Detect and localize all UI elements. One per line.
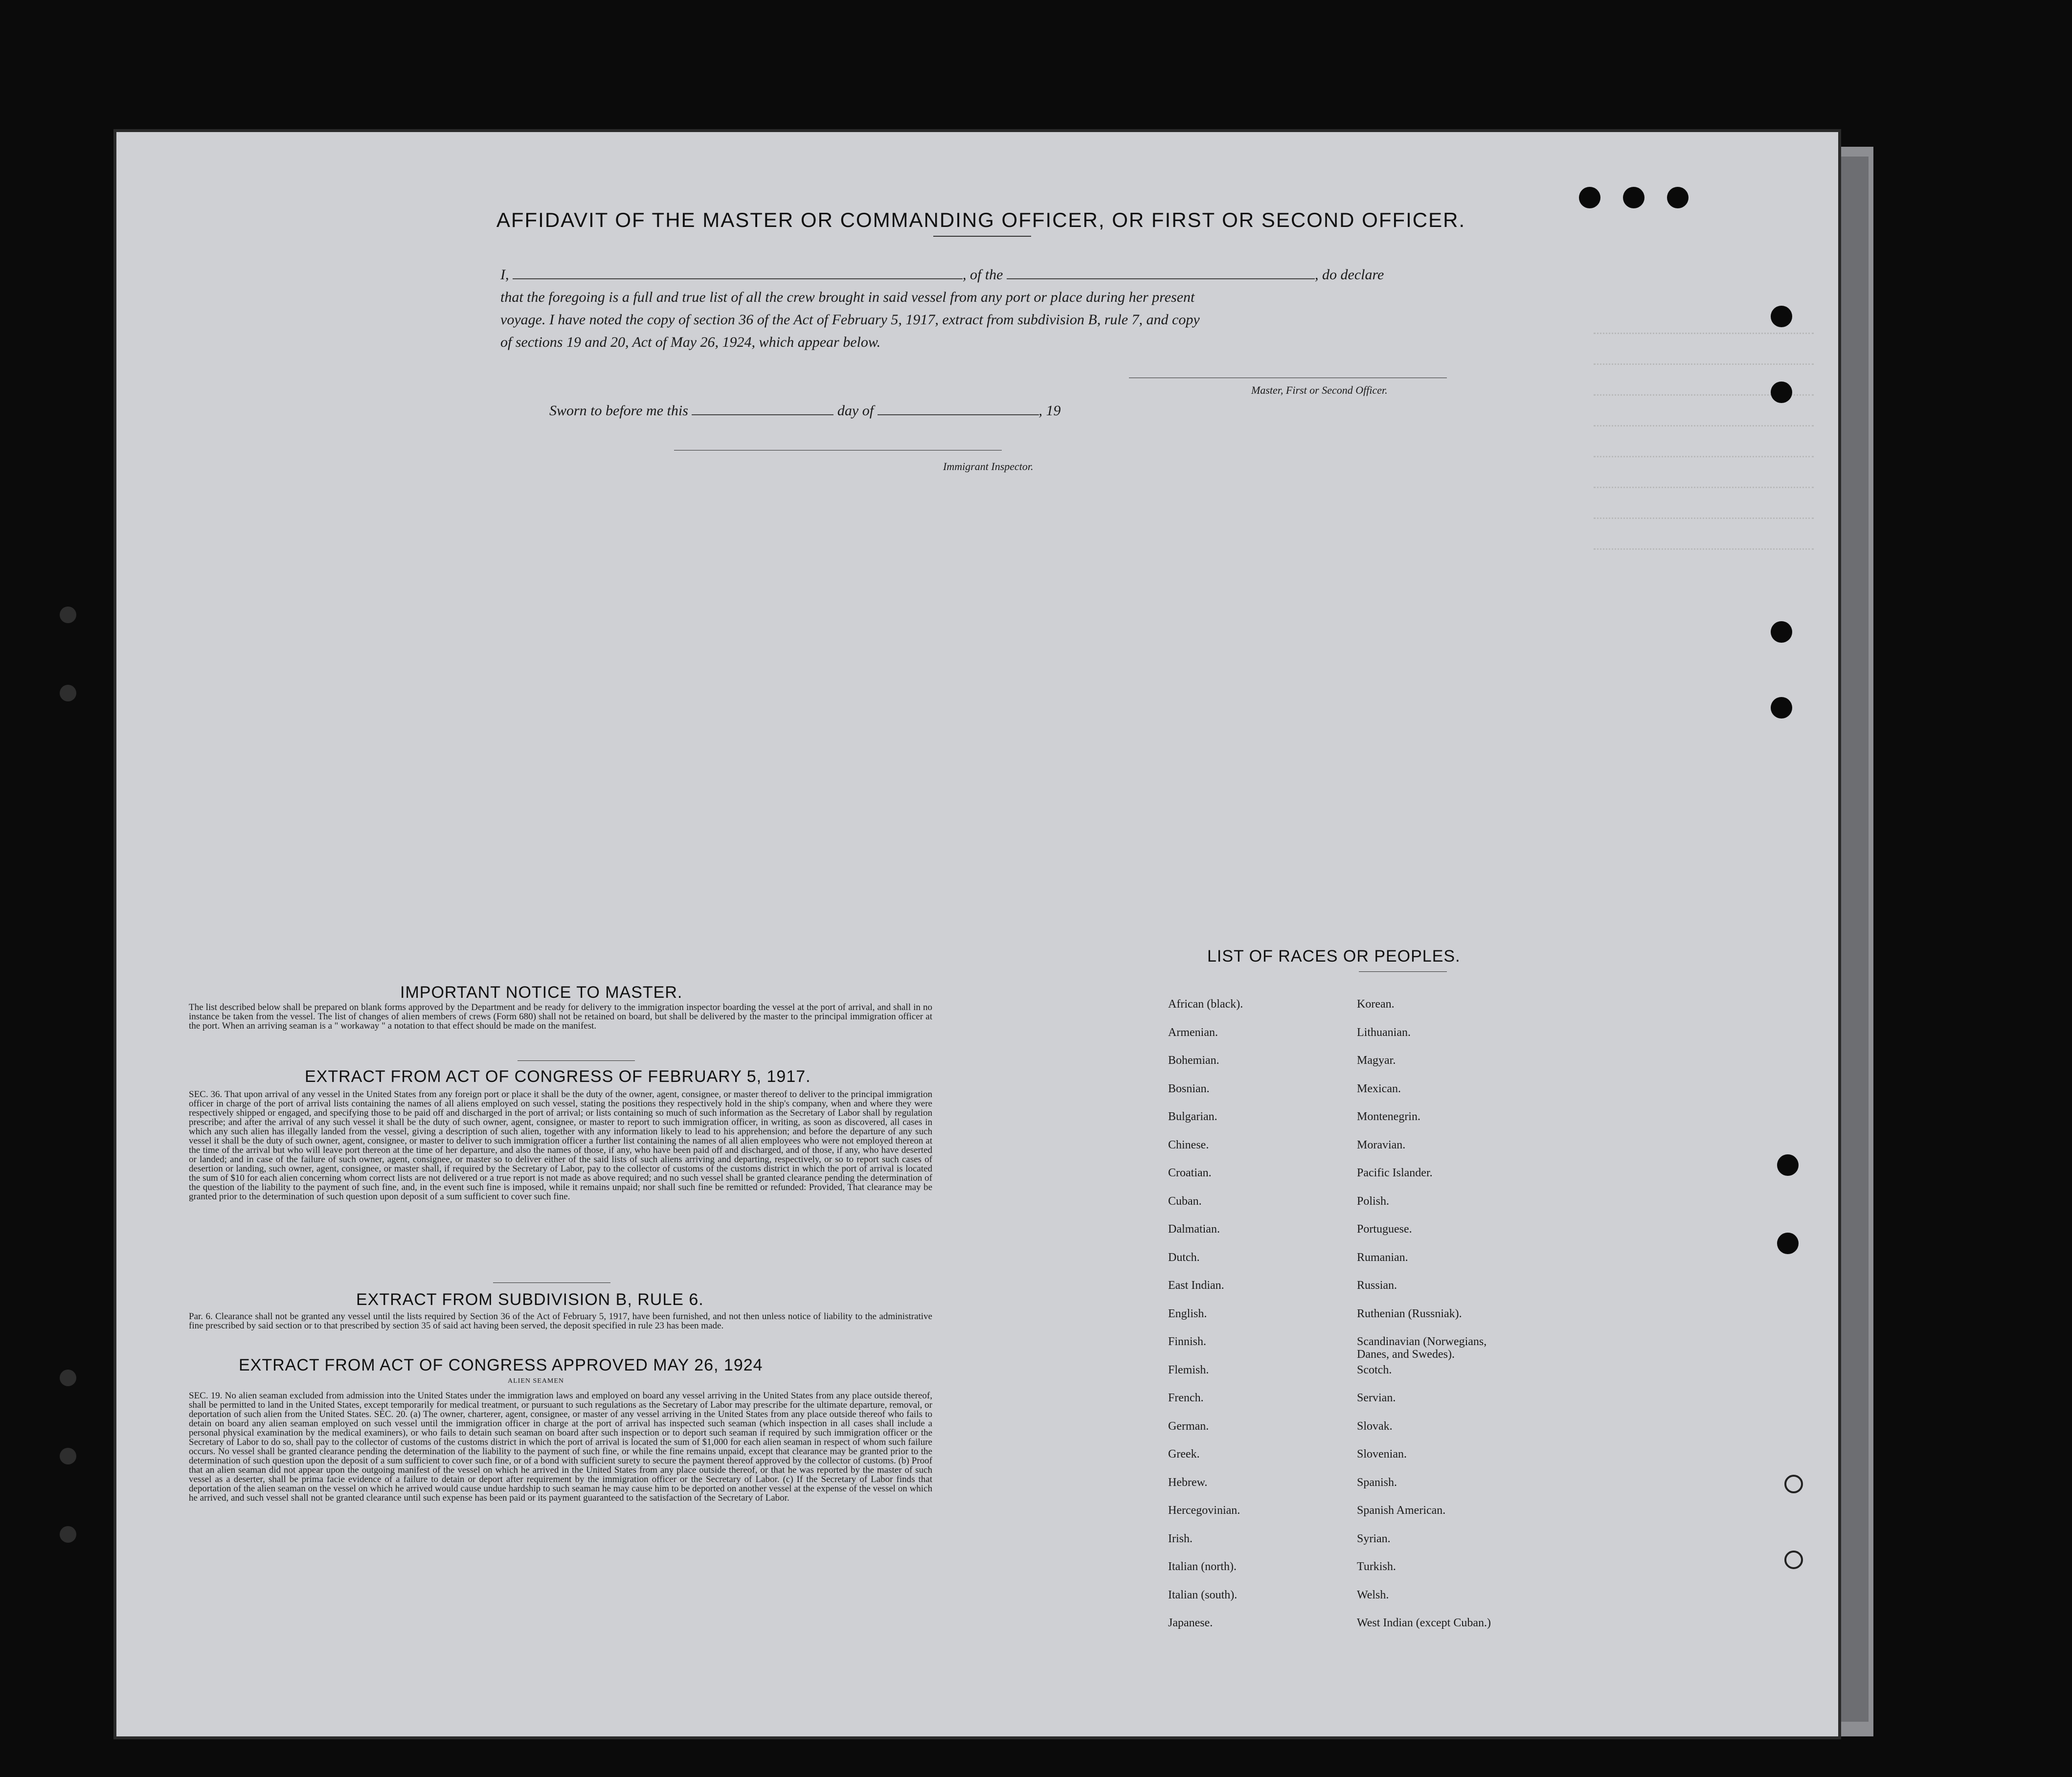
- punch-hole: [1771, 306, 1792, 327]
- affidavit-line3: voyage. I have noted the copy of section 36 of the Act of February 5, 1917, extract from subdivision B, rule 7, and copy: [500, 312, 1200, 328]
- race-item: Slovenian.: [1357, 1448, 1407, 1461]
- race-item: Japanese.: [1168, 1617, 1213, 1629]
- race-item: Welsh.: [1357, 1588, 1389, 1601]
- race-item: Armenian.: [1168, 1026, 1218, 1039]
- race-item: Servian.: [1357, 1392, 1396, 1404]
- race-item: Hercegovinian.: [1168, 1504, 1240, 1517]
- race-item: Moravian.: [1357, 1138, 1406, 1151]
- race-item: Cuban.: [1168, 1194, 1202, 1208]
- race-item: Slovak.: [1357, 1419, 1393, 1433]
- race-item: Turkish.: [1357, 1560, 1396, 1573]
- title-rule: [933, 236, 1031, 237]
- race-item: Polish.: [1357, 1194, 1390, 1208]
- race-item: Scandinavian (Norwegians, Danes, and Swedes).: [1357, 1335, 1487, 1361]
- race-item: Bohemian.: [1168, 1054, 1219, 1067]
- binding-hole: [60, 1526, 76, 1543]
- race-item: Chinese.: [1168, 1138, 1209, 1151]
- blank-name-field[interactable]: [513, 266, 963, 279]
- blank-month-field[interactable]: [878, 402, 1039, 415]
- notice-title: IMPORTANT NOTICE TO MASTER.: [400, 983, 683, 1002]
- race-item: African (black).: [1168, 998, 1243, 1011]
- sworn-year: , 19: [1038, 403, 1061, 419]
- master-caption: Master, First or Second Officer.: [1251, 384, 1388, 396]
- race-item: Bulgarian.: [1168, 1110, 1217, 1123]
- race-item: Greek.: [1168, 1448, 1200, 1461]
- affidavit-line1: [500, 264, 1591, 286]
- race-item: Russian.: [1357, 1279, 1397, 1292]
- extract-1917-text: SEC. 36. That upon arrival of any vessel in the United States from any foreign port or place it shall be the duty of the owner, agent, consignee, or master thereof to deliver to the principal immigration officer in charge of the port of arrival lists containing the names of all aliens employed on such vessel, stating the positions they respectively hold in the ship's company, when and where they were respectively shipped or engaged, and specifying those to be paid off and discharged in the port of arrival; or lists containing so much of such information as the Secretary of Labor shall by regulation prescribe; and after the arrival of any such vessel it shall be the duty of such owner, agent, consignee, or master to report to such immigration officer, in writing, as soon as discovered, all cases in which any such alien has illegally landed from the vessel, giving a description of such alien, together with any information likely to lead to his apprehension; and before the departure of any such vessel it shall be the duty of such owner, agent, consignee, or master to deliver to such immigration officer a further list containing the names of all alien employees who were not employed thereon at the time of the arrival but who will leave port thereon at the time of her departure, and also the names of those, if any, who have been paid off and discharged, and of those, if any, who have deserted or landed; and in case of the failure of such owner, agent, consignee, or master so to deliver either of the said lists of such aliens arriving and departing, respectively, or so to report such cases of desertion or landing, such owner, agent, consignee, or master shall, if required by the Secretary of Labor, pay to the collector of customs of the customs district in which the port of arrival is located the sum of $10 for each alien concerning whom correct lists are not delivered or a true report is not made as above required; and no such vessel shall be granted clearance pending the determination of the question of the liability to the payment of such fine, and, in the event such fine is imposed, while it remains unpaid; nor shall such fine be remitted or refunded: Provided, That clearance may be granted prior to the determination of such question upon deposit of a sum sufficient to cover such fine.: [189, 1089, 932, 1202]
- affidavit-of-the: , of the: [963, 267, 1003, 283]
- extract-1924-subtitle: ALIEN SEAMEN: [508, 1377, 564, 1385]
- punch-hole: [1667, 187, 1689, 208]
- punch-hole: [1771, 697, 1792, 719]
- blank-day-field[interactable]: [692, 402, 833, 415]
- affidavit-i: I,: [500, 267, 509, 283]
- binding-hole: [60, 607, 76, 623]
- affidavit-line2: that the foregoing is a full and true list of all the crew brought in said vessel from any port or place during her present: [500, 289, 1195, 305]
- subdivb-title: EXTRACT FROM SUBDIVISION B, RULE 6.: [356, 1290, 704, 1309]
- divider: [518, 1060, 635, 1061]
- extract-1924-title: EXTRACT FROM ACT OF CONGRESS APPROVED MAY 26, 1924: [239, 1356, 763, 1374]
- affidavit-do-declare: , do declare: [1315, 267, 1384, 283]
- divider: [493, 1282, 610, 1283]
- notice-text: The list described below shall be prepared on blank forms approved by the Department and be ready for delivery to the immigration inspector boarding the vessel at the port of arrival, and shall in no instance be taken from the vessel. The list of changes of alien members of crews (Form 680) shall not be retained on board, but shall be delivered by the master to the principal immigration officer at the port. When an arriving seaman is a " workaway " a notation to that effect should be made on the manifest.: [189, 1002, 932, 1031]
- punch-hole: [1771, 382, 1792, 403]
- race-item: Rumanian.: [1357, 1251, 1408, 1264]
- underlying-page-edge: [1839, 157, 1869, 1722]
- blank-vessel-field[interactable]: [1007, 266, 1315, 279]
- race-item: French.: [1168, 1392, 1204, 1404]
- race-item: Flemish.: [1168, 1363, 1209, 1376]
- race-item: Mexican.: [1357, 1082, 1401, 1095]
- affidavit-title: AFFIDAVIT OF THE MASTER OR COMMANDING OFFICER, OR FIRST OR SECOND OFFICER.: [496, 208, 1466, 231]
- race-item: Scotch.: [1357, 1363, 1392, 1376]
- race-item: Portuguese.: [1357, 1223, 1412, 1236]
- race-item: Montenegrin.: [1357, 1110, 1420, 1123]
- bleed-through-text: [1594, 303, 1814, 1037]
- subdivb-text: Par. 6. Clearance shall not be granted any vessel until the lists required by Section 36 of the Act of February 5, 1917, have been furnished, and not then unless notice of liability to the administrative fine prescribed by said section or to that prescribed by section 35 of said act having been served, the deposit specified in rule 23 has been made.: [189, 1311, 932, 1331]
- punch-hole: [1771, 621, 1792, 643]
- race-item: Magyar.: [1357, 1054, 1396, 1067]
- race-item: Bosnian.: [1168, 1082, 1210, 1095]
- binding-hole: [60, 685, 76, 701]
- sworn-day-of: day of: [837, 403, 874, 419]
- race-item: Spanish American.: [1357, 1504, 1446, 1517]
- sworn-text: Sworn to before me this: [549, 403, 688, 419]
- punch-hole: [1777, 1154, 1799, 1176]
- race-item: Hebrew.: [1168, 1476, 1208, 1489]
- binding-hole: [60, 1370, 76, 1386]
- race-item: Pacific Islander.: [1357, 1167, 1433, 1179]
- race-item: Italian (north).: [1168, 1560, 1237, 1573]
- race-item: German.: [1168, 1419, 1209, 1433]
- race-item: Finnish.: [1168, 1335, 1207, 1348]
- extract-1917-title: EXTRACT FROM ACT OF CONGRESS OF FEBRUARY 5, 1917.: [305, 1067, 811, 1086]
- sworn-line: [549, 400, 1332, 422]
- inspector-caption: Immigrant Inspector.: [943, 460, 1034, 472]
- race-item: Irish.: [1168, 1532, 1193, 1545]
- extract-1924-text: SEC. 19. No alien seaman excluded from admission into the United States under the immigration laws and employed on board any vessel arriving in the United States from any place outside thereof, shall be permitted to land in the United States, except temporarily for medical treatment, or pursuant to such regulations as the Secretary of Labor may prescribe for the ultimate departure, removal, or deportation of such alien from the United States. SEC. 20. (a) The owner, charterer, agent, consignee, or master of any vessel arriving in the United States from any place outside thereof who fails to detain on board any alien seaman employed on such vessel until the immigration officer in charge at the port of arrival has inspected such seaman (which inspection in all cases shall include a personal physical examination by the medical examiners), or who fails to detain such seaman on board after such inspection or to deport such seaman if required by such immigration officer or the Secretary of Labor to do so, shall pay to the collector of customs of the customs district in which the port of arrival is located the sum of $1,000 for each alien seaman in respect of whom such failure occurs. No vessel shall be granted clearance pending the determination of the liability to the payment of such fine, or while the fine remains unpaid, except that clearance may be granted prior to the determination of such question upon the deposit of a sum sufficient to cover such fine, or of a bond with sufficient surety to secure the payment thereof approved by the collector of customs. (b) Proof that an alien seaman did not appear upon the outgoing manifest of the vessel on which he arrived in the United States from any place outside thereof, or that he was reported by the master of such vessel as a deserter, shall be prima facie evidence of a failure to detain or deport after requirement by the immigration officer or the Secretary of Labor. (c) If the Secretary of Labor finds that deportation of the alien seaman on the vessel on which he arrived would cause undue hardship to such seaman he may cause him to be deported on another vessel at the expense of the vessel on which he arrived, and such vessel shall not be granted clearance until such expense has been paid or its payment guaranteed to the satisfaction of the Secretary of Labor.: [189, 1391, 932, 1503]
- races-title: LIST OF RACES OR PEOPLES.: [1207, 947, 1461, 966]
- punch-hole: [1777, 1233, 1799, 1254]
- punch-hole: [1579, 187, 1600, 208]
- race-item: Syrian.: [1357, 1532, 1391, 1545]
- race-item: Ruthenian (Russniak).: [1357, 1307, 1462, 1320]
- race-item: Dutch.: [1168, 1251, 1200, 1264]
- punch-hole-ring: [1784, 1475, 1803, 1493]
- race-item: Lithuanian.: [1357, 1026, 1411, 1039]
- race-item: Dalmatian.: [1168, 1223, 1220, 1236]
- race-item: English.: [1168, 1307, 1207, 1320]
- race-item: West Indian (except Cuban.): [1357, 1617, 1491, 1629]
- race-item: Korean.: [1357, 998, 1395, 1011]
- punch-hole: [1623, 187, 1644, 208]
- punch-hole-ring: [1784, 1551, 1803, 1569]
- form-sheet: [116, 132, 1838, 1736]
- races-title-rule: [1359, 971, 1447, 972]
- race-item: Croatian.: [1168, 1167, 1212, 1179]
- affidavit-line4: of sections 19 and 20, Act of May 26, 1924, which appear below.: [500, 334, 881, 350]
- race-item: East Indian.: [1168, 1279, 1224, 1292]
- race-item: Italian (south).: [1168, 1588, 1238, 1601]
- binding-hole: [60, 1448, 76, 1464]
- race-item: Spanish.: [1357, 1476, 1397, 1489]
